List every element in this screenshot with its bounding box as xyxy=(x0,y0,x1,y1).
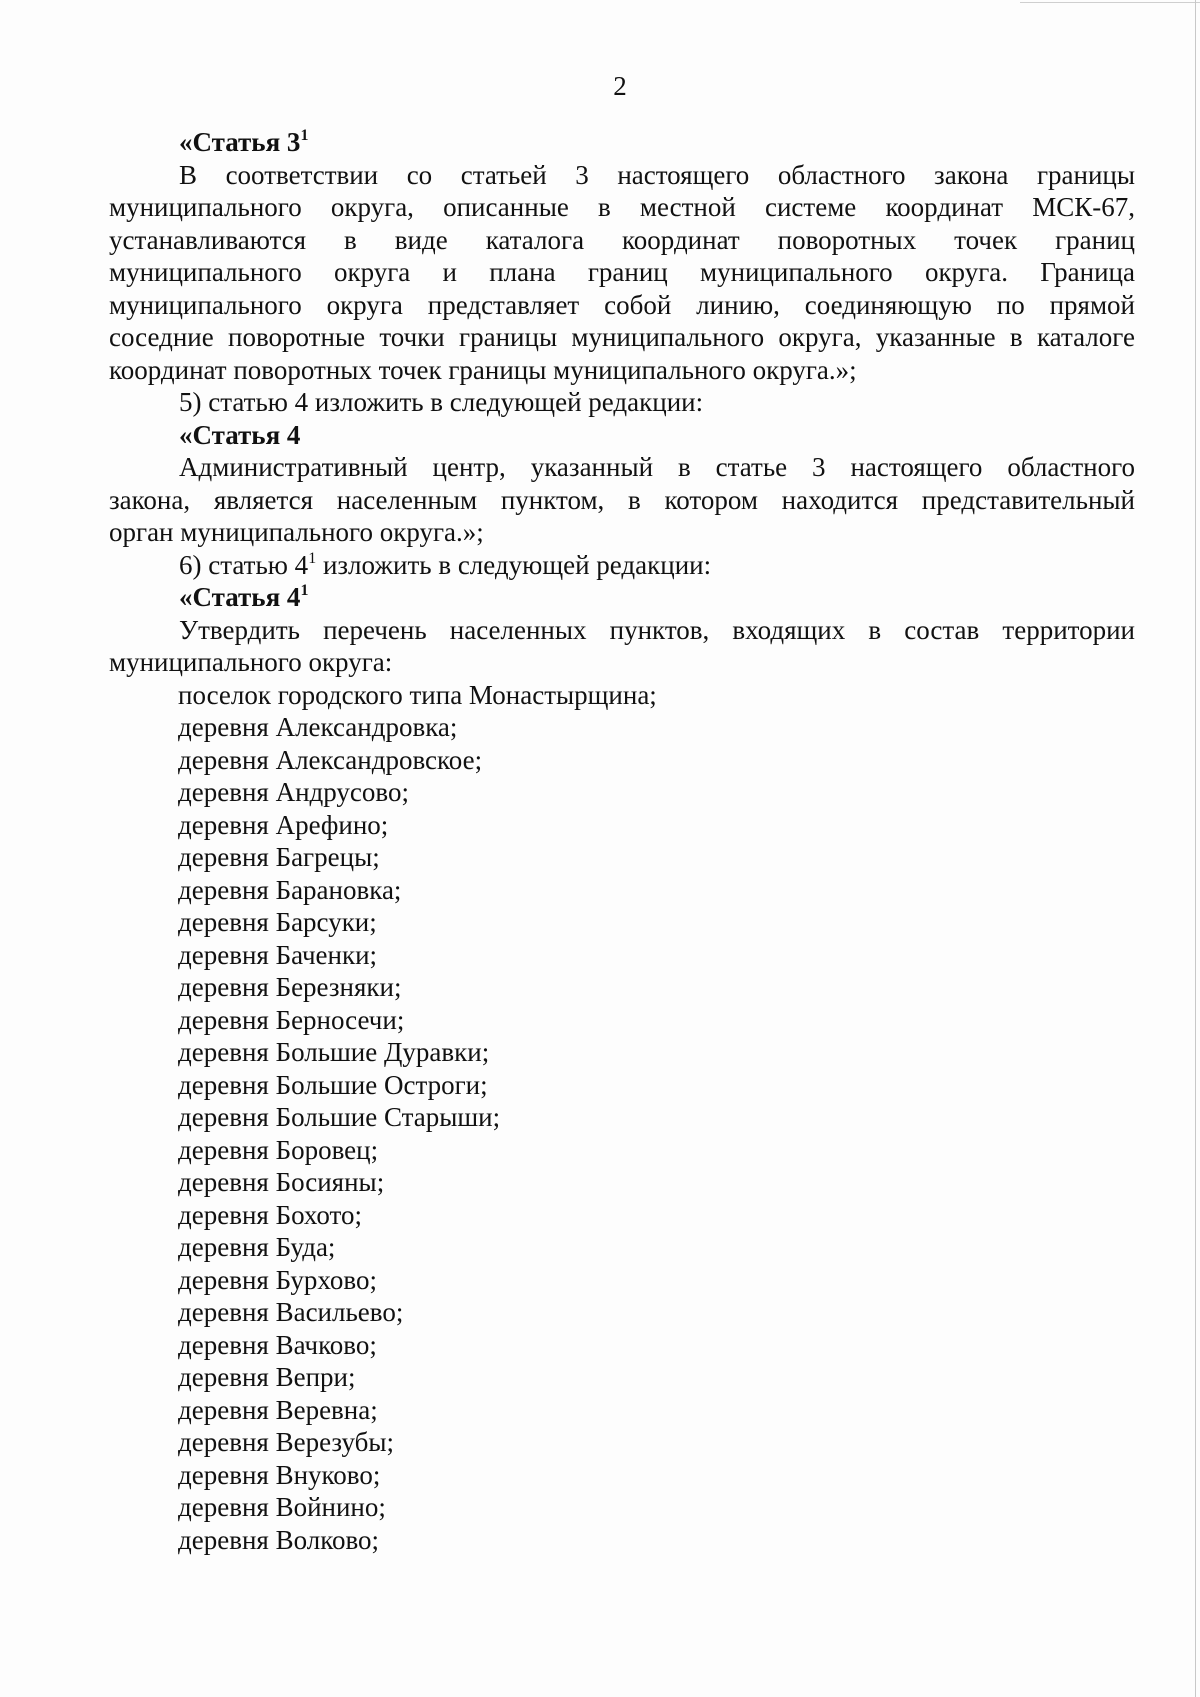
settlement-list-item: деревня Берносечи; xyxy=(178,1004,405,1035)
settlement-list-item: деревня Босияны; xyxy=(178,1167,385,1197)
settlement-list-item: деревня Барсуки; xyxy=(178,907,377,937)
article-3-1-line: муниципального округа представляет собой линию, соединяющую по прямой xyxy=(109,289,1135,320)
article-3-1-line: соседние поворотные точки границы муниципального округа, указанные в каталоге xyxy=(109,322,1135,352)
settlement-list xyxy=(109,679,1135,1557)
item-5-text: 5) статью 4 изложить в следующей редакции: xyxy=(179,387,704,417)
article-3-1-line: муниципального округа и плана границ муниципального округа. Граница xyxy=(109,257,1135,287)
settlement-list-item: деревня Войнино; xyxy=(178,1492,386,1522)
scan-edge-right xyxy=(1195,0,1196,1697)
settlement-list-item: деревня Буда; xyxy=(178,1232,336,1262)
settlement-list-item: поселок городского типа Монастырщина; xyxy=(178,679,657,710)
settlement-list-item: деревня Бохото; xyxy=(178,1199,362,1230)
settlement-list-item: деревня Вепри; xyxy=(178,1362,356,1392)
settlement-list-item: деревня Вачково; xyxy=(178,1329,377,1360)
settlement-list-item: деревня Большие Дуравки; xyxy=(178,1037,490,1067)
settlement-list-item: деревня Бурхово; xyxy=(178,1264,377,1295)
settlement-list-item: деревня Внуково; xyxy=(178,1459,381,1490)
settlement-list-item: деревня Багрецы; xyxy=(178,842,380,872)
settlement-list-item: деревня Веревна; xyxy=(178,1394,378,1425)
settlement-list-item: деревня Верезубы; xyxy=(178,1427,394,1457)
article-3-1-heading: «Статья $3^1$ xyxy=(179,127,309,157)
item-6-text: 6) статью $4^1$ изложить в следующей редакции: xyxy=(179,549,712,580)
settlement-list-item: деревня Волково; xyxy=(178,1524,380,1555)
article-3-1-line: устанавливаются в виде каталога координат поворотных точек границ xyxy=(109,224,1135,255)
settlement-list-item: деревня Александровское; xyxy=(178,744,483,775)
scan-edge-top xyxy=(1020,2,1200,3)
settlement-list-item: деревня Арефино; xyxy=(178,809,389,840)
settlement-list-item: деревня Александровка; xyxy=(178,712,458,742)
settlement-list-item: деревня Большие Старыши; xyxy=(178,1102,501,1132)
article-4-1-heading: «Статья $4^1$ xyxy=(179,582,309,612)
settlement-list-item: деревня Васильево; xyxy=(178,1297,404,1327)
article-4-line: закона, является населенным пунктом, в котором находится представительный xyxy=(109,484,1135,515)
settlement-list-item: деревня Березняки; xyxy=(178,972,402,1002)
article-4-heading: «Статья 4 xyxy=(179,419,301,450)
settlement-list-item: деревня Боровец; xyxy=(178,1134,379,1165)
article-4-1-line: Утвердить перечень населенных пунктов, входящих в состав территории xyxy=(179,614,1135,645)
settlement-list-item: деревня Большие Остроги; xyxy=(178,1069,488,1100)
page-number: 2 xyxy=(613,71,627,101)
article-4-line: Административный центр, указанный в статье 3 настоящего областного xyxy=(179,452,1135,482)
settlement-list-item: деревня Андрусово; xyxy=(178,777,409,807)
settlement-list-item: деревня Баченки; xyxy=(178,939,378,970)
article-4-line: орган муниципального округа.»; xyxy=(109,517,484,547)
article-4-1-line: муниципального округа: xyxy=(109,647,393,677)
article-3-1-line: координат поворотных точек границы муниципального округа.»; xyxy=(109,354,857,385)
settlement-list-item: деревня Барановка; xyxy=(178,874,402,905)
document-body xyxy=(109,126,1135,1556)
article-3-1-line: В соответствии со статьей 3 настоящего областного закона границы xyxy=(179,159,1135,190)
article-3-1-line: муниципального округа, описанные в местной системе координат МСК-67, xyxy=(109,192,1135,222)
